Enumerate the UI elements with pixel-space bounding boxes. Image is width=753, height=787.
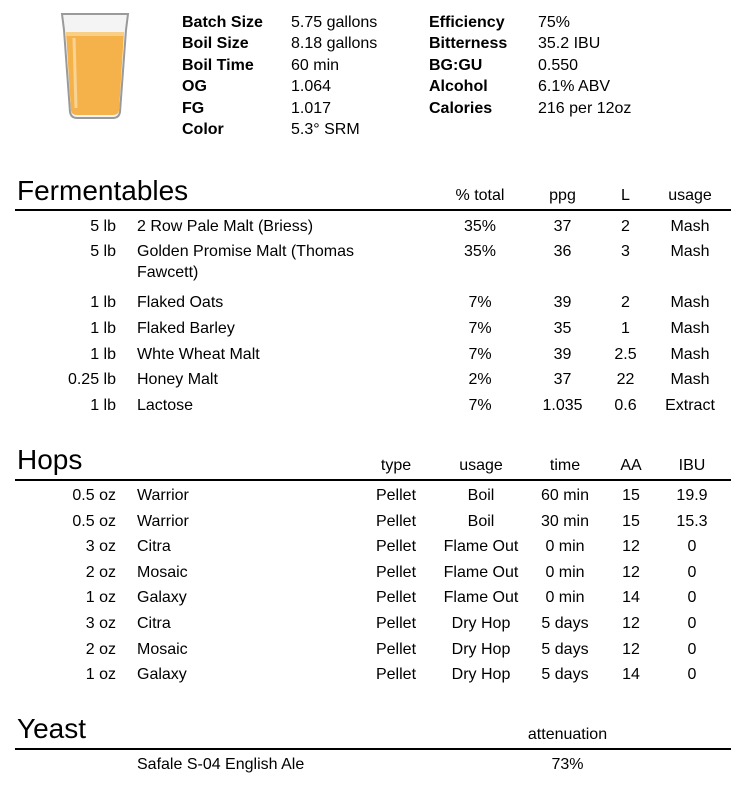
hop-ibu: 0: [687, 666, 697, 684]
fermentable-amount: 1 lb: [90, 294, 116, 311]
hop-usage: Boil: [467, 512, 495, 530]
fermentable-l: 2: [621, 218, 630, 235]
hop-name: Citra: [137, 538, 171, 556]
hop-usage: Flame Out: [443, 589, 519, 607]
stat-label: Batch Size: [182, 14, 263, 31]
fermentable-amount: 5 lb: [90, 218, 116, 235]
hop-aa: 14: [622, 589, 640, 607]
stat-value: 35.2 IBU: [538, 35, 601, 53]
stat-label: FG: [182, 99, 205, 117]
fermentable-l: 1: [621, 320, 630, 337]
stat-label: Alcohol: [429, 78, 488, 96]
fermentable-amount: 5 lb: [90, 243, 116, 260]
hop-amount: 2 oz: [85, 640, 116, 658]
hop-ibu: 0: [687, 615, 697, 632]
hop-time: 0 min: [545, 589, 585, 607]
fermentable-usage: Extract: [665, 397, 715, 414]
hops-header-time: time: [549, 457, 581, 474]
stat-value: 216 per 12oz: [538, 99, 632, 117]
hop-usage: Flame Out: [443, 538, 519, 556]
fermentable-pct: 35%: [463, 218, 497, 235]
hops-header-usage: usage: [459, 457, 503, 474]
hop-time: 5 days: [541, 666, 589, 684]
hop-name: Citra: [137, 615, 171, 632]
hop-name: Mosaic: [137, 563, 188, 581]
hops-header-type: type: [380, 457, 412, 474]
fermentable-l: 0.6: [614, 397, 637, 414]
hop-aa: 12: [622, 563, 640, 581]
fermentable-pct: 35%: [463, 243, 497, 260]
hop-ibu: 0: [687, 563, 697, 581]
hop-type: Pellet: [375, 487, 417, 504]
stat-value: 6.1% ABV: [538, 78, 611, 96]
fermentable-amount: 1 lb: [90, 320, 116, 337]
fermentable-ppg: 39: [553, 294, 572, 311]
hop-time: 5 days: [541, 615, 589, 632]
hop-aa: 15: [622, 487, 640, 504]
hop-time: 0 min: [545, 563, 585, 581]
fermentable-pct: 7%: [468, 397, 492, 414]
hop-usage: Dry Hop: [451, 615, 511, 632]
fermentable-name: Flaked Oats: [137, 294, 224, 311]
stat-value: 5.75 gallons: [291, 14, 378, 31]
hops-title: Hops: [17, 444, 83, 475]
hop-ibu: 0: [687, 538, 697, 556]
stat-label: OG: [182, 78, 207, 96]
fermentable-ppg: 37: [553, 218, 572, 235]
fermentable-name: 2 Row Pale Malt (Briess): [137, 218, 314, 235]
fermentable-pct: 7%: [468, 320, 492, 337]
fermentable-usage: Mash: [670, 371, 710, 388]
fermentables-header-ppg: ppg: [549, 187, 576, 204]
hop-aa: 12: [622, 538, 640, 556]
hop-type: Pellet: [375, 512, 417, 530]
fermentable-name: Golden Promise Malt (Thomas Fawcett): [137, 243, 354, 281]
fermentable-name: Flaked Barley: [137, 320, 235, 337]
hop-name: Galaxy: [137, 589, 187, 607]
stat-value: 1.064: [291, 78, 332, 96]
stat-label: Calories: [429, 99, 493, 117]
hop-amount: 1 oz: [85, 666, 116, 684]
yeast-attenuation: 73%: [551, 756, 584, 773]
hop-type: Pellet: [375, 589, 417, 607]
hop-time: 0 min: [545, 538, 585, 556]
fermentable-ppg: 39: [553, 346, 572, 363]
fermentables-divider: [15, 209, 731, 211]
hops-header-aa: AA: [620, 457, 642, 474]
fermentables-title: Fermentables: [17, 175, 189, 206]
hop-amount: 0.5 oz: [72, 487, 116, 504]
fermentable-name: Lactose: [137, 397, 194, 414]
hop-ibu: 0: [687, 640, 697, 658]
fermentable-pct: 2%: [468, 371, 492, 388]
fermentable-usage: Mash: [670, 320, 710, 337]
hop-name: Warrior: [137, 512, 189, 530]
hop-aa: 12: [622, 615, 640, 632]
hop-time: 60 min: [540, 487, 590, 504]
fermentables-header-pct: % total: [455, 187, 505, 204]
fermentables-header-usage: usage: [668, 187, 712, 204]
hop-type: Pellet: [375, 615, 417, 632]
stat-label: Color: [182, 121, 224, 138]
hop-type: Pellet: [375, 563, 417, 581]
fermentable-name: Whte Wheat Malt: [137, 346, 260, 363]
stat-value: 1.017: [291, 99, 332, 117]
beer-glass-icon: [60, 8, 130, 120]
hop-amount: 2 oz: [85, 563, 116, 581]
yeast-title: Yeast: [17, 713, 87, 744]
hop-usage: Dry Hop: [451, 640, 511, 658]
fermentable-amount: 1 lb: [90, 346, 116, 363]
hop-type: Pellet: [375, 640, 417, 658]
stat-label: Efficiency: [429, 14, 505, 31]
hop-amount: 1 oz: [85, 589, 116, 607]
hop-name: Warrior: [137, 487, 189, 504]
hop-aa: 12: [622, 640, 640, 658]
fermentables-header-l: L: [621, 187, 630, 204]
hop-amount: 3 oz: [85, 538, 116, 556]
stat-value: 75%: [538, 14, 571, 31]
hop-usage: Dry Hop: [451, 666, 511, 684]
stat-label: Boil Time: [182, 56, 254, 74]
hops-header-ibu: IBU: [678, 457, 706, 474]
yeast-name: Safale S-04 English Ale: [137, 756, 305, 773]
fermentable-usage: Mash: [670, 294, 710, 311]
fermentable-usage: Mash: [670, 346, 710, 363]
hop-usage: Flame Out: [443, 563, 519, 581]
fermentable-amount: 0.25 lb: [67, 371, 116, 388]
stat-value: 0.550: [538, 56, 579, 74]
fermentable-usage: Mash: [670, 218, 710, 235]
fermentable-ppg: 36: [553, 243, 572, 260]
stat-value: 5.3° SRM: [291, 121, 360, 138]
hop-ibu: 19.9: [676, 487, 708, 504]
hops-divider: [15, 479, 731, 481]
hop-ibu: 15.3: [676, 512, 708, 530]
hop-name: Mosaic: [137, 640, 188, 658]
fermentable-amount: 1 lb: [90, 397, 116, 414]
stat-value: 60 min: [291, 56, 340, 74]
fermentable-pct: 7%: [468, 294, 492, 311]
hop-aa: 14: [622, 666, 640, 684]
hop-time: 30 min: [540, 512, 590, 530]
fermentable-ppg: 37: [553, 371, 572, 388]
fermentable-ppg: 1.035: [542, 397, 583, 414]
fermentable-l: 22: [616, 371, 635, 388]
hop-name: Galaxy: [137, 666, 187, 684]
hop-aa: 15: [622, 512, 640, 530]
hop-amount: 0.5 oz: [72, 512, 116, 530]
hop-ibu: 0: [687, 589, 697, 607]
stat-label: BG:GU: [429, 56, 483, 74]
yeast-divider: [15, 748, 731, 750]
stat-value: 8.18 gallons: [291, 35, 378, 53]
hop-type: Pellet: [375, 538, 417, 556]
fermentable-ppg: 35: [553, 320, 572, 337]
fermentable-l: 2.5: [614, 346, 637, 363]
hop-amount: 3 oz: [85, 615, 116, 632]
fermentable-name: Honey Malt: [137, 371, 218, 388]
fermentable-pct: 7%: [468, 346, 492, 363]
fermentable-l: 3: [621, 243, 630, 260]
hop-type: Pellet: [375, 666, 417, 684]
fermentable-l: 2: [621, 294, 630, 311]
stat-label: Boil Size: [182, 35, 249, 53]
yeast-header-attenuation: attenuation: [527, 726, 608, 743]
hop-time: 5 days: [541, 640, 589, 658]
fermentable-usage: Mash: [670, 243, 710, 260]
stat-label: Bitterness: [429, 35, 508, 53]
hop-usage: Boil: [467, 487, 495, 504]
